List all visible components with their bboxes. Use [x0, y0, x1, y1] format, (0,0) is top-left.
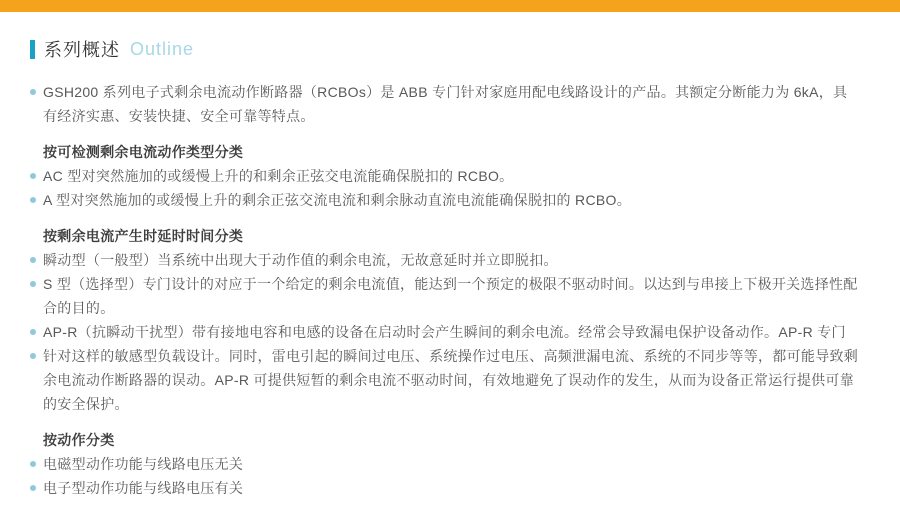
bullet-icon	[30, 257, 36, 263]
list-item-text: 针对这样的敏感型负载设计。同时，雷电引起的瞬间过电压、系统操作过电压、高频泄漏电流、系统的不同步等等，都可能导致剩余电流动作断路器的误动。AP-R 可提供短暂的剩余电流不驱动时间，有效地避免了误动作的发生，从而为设备正常运行提供可靠的安全保护。	[43, 348, 859, 412]
bullet-icon	[30, 461, 36, 467]
list-item	[30, 164, 860, 188]
list-item-text: AC 型对突然施加的或缓慢上升的和剩余正弦交电流能确保脱扣的 RCBO。	[43, 168, 514, 184]
bullet-icon	[30, 281, 36, 287]
list-item-text: 电子型动作功能与线路电压有关	[43, 480, 244, 496]
intro-list	[30, 80, 860, 128]
list-item	[30, 188, 860, 212]
page-title-english: Outline	[130, 38, 195, 59]
list-item	[30, 344, 860, 416]
list-item	[30, 476, 860, 500]
bullet-icon	[30, 89, 36, 95]
section-heading-delay-time: 按剩余电流产生时延时时间分类	[43, 228, 244, 244]
section-heading-detect-type: 按可检测剩余电流动作类型分类	[43, 144, 244, 160]
list-item-text: S 型（选择型）专门设计的对应于一个给定的剩余电流值，能达到一个预定的极限不驱动时间。以达到与串接上下极开关选择性配合的目的。	[43, 276, 858, 316]
detect-type-list	[30, 164, 860, 212]
title-accent-icon	[30, 40, 35, 59]
bullet-icon	[30, 329, 36, 335]
top-accent-bar	[0, 0, 900, 12]
list-item	[30, 320, 860, 344]
delay-time-list	[30, 248, 860, 416]
bullet-icon	[30, 173, 36, 179]
list-item-text: AP-R（抗瞬动干扰型）带有接地电容和电感的设备在启动时会产生瞬间的剩余电流。经常会导致漏电保护设备动作。AP-R 专门	[43, 324, 846, 340]
bullet-icon	[30, 485, 36, 491]
content-area	[0, 12, 900, 500]
list-item	[30, 80, 860, 128]
list-item-text: 电磁型动作功能与线路电压无关	[43, 456, 244, 472]
list-item-text: GSH200 系列电子式剩余电流动作断路器（RCBOs）是 ABB 专门针对家庭用配电线路设计的产品。其额定分断能力为 6kA，具有经济实惠、安装快捷、安全可靠等特点。	[43, 84, 848, 124]
bullet-icon	[30, 353, 36, 359]
list-item	[30, 272, 860, 320]
section-heading-action-type: 按动作分类	[43, 432, 115, 448]
page-title	[30, 36, 860, 62]
list-item-text: A 型对突然施加的或缓慢上升的剩余正弦交流电流和剩余脉动直流电流能确保脱扣的 RCBO。	[43, 192, 631, 208]
action-type-list	[30, 452, 860, 500]
list-item-text: 瞬动型（一般型）当系统中出现大于动作值的剩余电流，无故意延时并立即脱扣。	[43, 252, 558, 268]
list-item	[30, 452, 860, 476]
page-title-chinese: 系列概述	[44, 40, 120, 60]
list-item	[30, 248, 860, 272]
bullet-icon	[30, 197, 36, 203]
